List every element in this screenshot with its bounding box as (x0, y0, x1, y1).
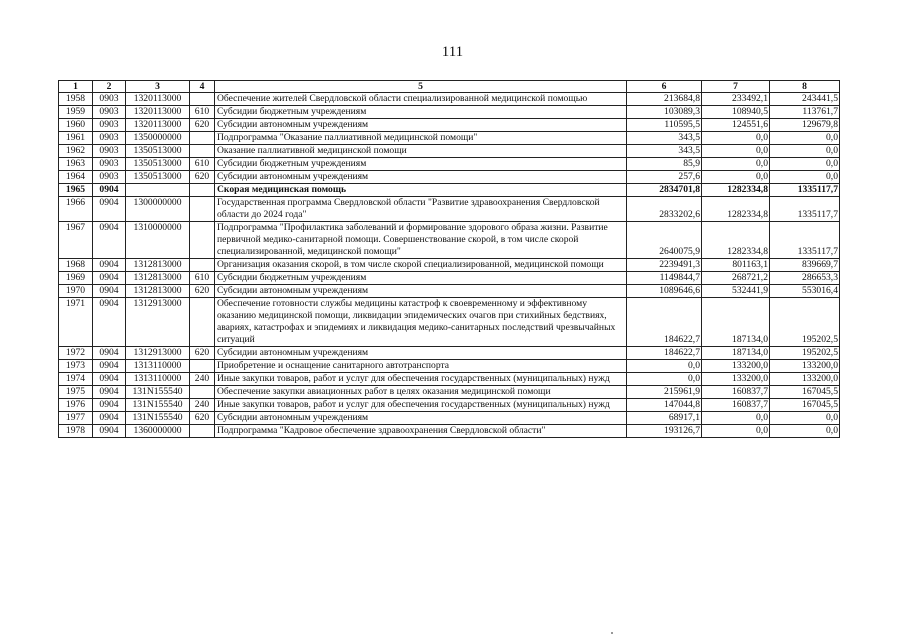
target-article-cell: 131N155540 (126, 386, 190, 399)
row-number-cell: 1959 (59, 106, 93, 119)
column-header: 1 (59, 81, 93, 93)
amount-year1-cell: 0,0 (627, 360, 702, 373)
amount-year3-cell: 0,0 (770, 425, 840, 438)
target-article-cell: 1350000000 (126, 132, 190, 145)
section-code-cell: 0903 (93, 158, 126, 171)
scan-speck (611, 632, 613, 634)
item-name-cell: Скорая медицинская помощь (215, 184, 627, 197)
item-name-cell: Обеспечение готовности службы медицины катастроф к своевременному и эффективному оказанию медицинской помощи, ликвидации эпидемических очагов при стихийных бедствиях, авариях, катастрофах и эпидемиях и ликвидация медико-санитарных последствий чрезвычайных ситуаций (215, 298, 627, 347)
table-row (59, 347, 840, 360)
amount-year3-cell: 0,0 (770, 158, 840, 171)
amount-year2-cell: 1282334,8 (702, 197, 770, 222)
table-row (59, 222, 840, 259)
section-code-cell: 0903 (93, 93, 126, 106)
amount-year3-cell: 133200,0 (770, 360, 840, 373)
amount-year2-cell: 124551,6 (702, 119, 770, 132)
item-name-cell: Субсидии бюджетным учреждениям (215, 158, 627, 171)
target-article-cell: 1320113000 (126, 106, 190, 119)
section-code-cell: 0904 (93, 285, 126, 298)
expense-type-cell: 610 (190, 272, 215, 285)
table-row (59, 145, 840, 158)
table-row (59, 360, 840, 373)
amount-year2-cell: 532441,9 (702, 285, 770, 298)
column-header: 6 (627, 81, 702, 93)
amount-year2-cell: 108940,5 (702, 106, 770, 119)
table-row (59, 119, 840, 132)
amount-year1-cell: 110595,5 (627, 119, 702, 132)
item-name-cell: Субсидии автономным учреждениям (215, 171, 627, 184)
table-row (59, 93, 840, 106)
row-number-cell: 1975 (59, 386, 93, 399)
amount-year1-cell: 343,5 (627, 132, 702, 145)
table-row (59, 272, 840, 285)
row-number-cell: 1964 (59, 171, 93, 184)
table-body (59, 93, 840, 438)
expense-type-cell: 620 (190, 119, 215, 132)
amount-year2-cell: 160837,7 (702, 399, 770, 412)
expense-type-cell: 620 (190, 171, 215, 184)
amount-year1-cell: 184622,7 (627, 298, 702, 347)
expense-type-cell (190, 197, 215, 222)
expense-type-cell: 610 (190, 106, 215, 119)
amount-year2-cell: 801163,1 (702, 259, 770, 272)
item-name-cell: Субсидии автономным учреждениям (215, 412, 627, 425)
amount-year3-cell: 1335117,7 (770, 222, 840, 259)
section-code-cell: 0903 (93, 106, 126, 119)
column-header: 7 (702, 81, 770, 93)
target-article-cell: 1312813000 (126, 285, 190, 298)
section-code-cell: 0904 (93, 259, 126, 272)
expense-type-cell (190, 259, 215, 272)
column-header: 2 (93, 81, 126, 93)
amount-year1-cell: 85,9 (627, 158, 702, 171)
section-code-cell: 0903 (93, 132, 126, 145)
amount-year1-cell: 184622,7 (627, 347, 702, 360)
expense-type-cell (190, 132, 215, 145)
target-article-cell: 1312913000 (126, 347, 190, 360)
row-number-cell: 1966 (59, 197, 93, 222)
amount-year3-cell: 133200,0 (770, 373, 840, 386)
amount-year2-cell: 1282334,8 (702, 222, 770, 259)
amount-year2-cell: 187134,0 (702, 347, 770, 360)
amount-year3-cell: 0,0 (770, 412, 840, 425)
table-row (59, 425, 840, 438)
section-code-cell: 0904 (93, 399, 126, 412)
table-row (59, 298, 840, 347)
target-article-cell: 1350513000 (126, 171, 190, 184)
section-code-cell: 0903 (93, 171, 126, 184)
amount-year1-cell: 215961,9 (627, 386, 702, 399)
target-article-cell: 1313110000 (126, 373, 190, 386)
target-article-cell: 1350513000 (126, 145, 190, 158)
amount-year2-cell: 0,0 (702, 145, 770, 158)
row-number-cell: 1965 (59, 184, 93, 197)
amount-year1-cell: 2640075,9 (627, 222, 702, 259)
amount-year1-cell: 213684,8 (627, 93, 702, 106)
amount-year1-cell: 2833202,6 (627, 197, 702, 222)
amount-year3-cell: 553016,4 (770, 285, 840, 298)
amount-year1-cell: 2239491,3 (627, 259, 702, 272)
target-article-cell: 1312813000 (126, 272, 190, 285)
amount-year3-cell: 286653,3 (770, 272, 840, 285)
target-article-cell: 1350513000 (126, 158, 190, 171)
expense-type-cell: 620 (190, 412, 215, 425)
expense-type-cell: 620 (190, 347, 215, 360)
item-name-cell: Подпрограмма "Оказание паллиативной медицинской помощи" (215, 132, 627, 145)
table-row (59, 399, 840, 412)
item-name-cell: Субсидии бюджетным учреждениям (215, 106, 627, 119)
target-article-cell: 1312813000 (126, 259, 190, 272)
row-number-cell: 1978 (59, 425, 93, 438)
section-code-cell: 0904 (93, 360, 126, 373)
amount-year3-cell: 167045,5 (770, 386, 840, 399)
amount-year3-cell: 167045,5 (770, 399, 840, 412)
target-article-cell (126, 184, 190, 197)
expense-type-cell (190, 298, 215, 347)
amount-year2-cell: 0,0 (702, 158, 770, 171)
expense-type-cell (190, 184, 215, 197)
amount-year2-cell: 1282334,8 (702, 184, 770, 197)
expense-type-cell (190, 93, 215, 106)
section-code-cell: 0904 (93, 197, 126, 222)
row-number-cell: 1974 (59, 373, 93, 386)
amount-year3-cell: 243441,5 (770, 93, 840, 106)
amount-year1-cell: 1089646,6 (627, 285, 702, 298)
section-code-cell: 0904 (93, 272, 126, 285)
target-article-cell: 131N155540 (126, 399, 190, 412)
section-code-cell: 0904 (93, 222, 126, 259)
amount-year1-cell: 68917,1 (627, 412, 702, 425)
item-name-cell: Иные закупки товаров, работ и услуг для обеспечения государственных (муниципальных) нужд (215, 399, 627, 412)
item-name-cell: Обеспечение закупки авиационных работ в целях оказания медицинской помощи (215, 386, 627, 399)
amount-year3-cell: 1335117,7 (770, 197, 840, 222)
row-number-cell: 1960 (59, 119, 93, 132)
item-name-cell: Субсидии автономным учреждениям (215, 285, 627, 298)
expense-type-cell (190, 360, 215, 373)
row-number-cell: 1971 (59, 298, 93, 347)
table-row (59, 259, 840, 272)
item-name-cell: Государственная программа Свердловской области "Развитие здравоохранения Свердловской области до 2024 года" (215, 197, 627, 222)
item-name-cell: Подпрограмма "Кадровое обеспечение здравоохранения Свердловской области" (215, 425, 627, 438)
amount-year1-cell: 2834701,8 (627, 184, 702, 197)
amount-year2-cell: 0,0 (702, 132, 770, 145)
target-article-cell: 131N155540 (126, 412, 190, 425)
column-header: 8 (770, 81, 840, 93)
amount-year3-cell: 0,0 (770, 171, 840, 184)
section-code-cell: 0904 (93, 184, 126, 197)
table-row (59, 158, 840, 171)
amount-year2-cell: 0,0 (702, 171, 770, 184)
amount-year1-cell: 257,6 (627, 171, 702, 184)
row-number-cell: 1967 (59, 222, 93, 259)
row-number-cell: 1973 (59, 360, 93, 373)
row-number-cell: 1958 (59, 93, 93, 106)
item-name-cell: Обеспечение жителей Свердловской области специализированной медицинской помощью (215, 93, 627, 106)
amount-year2-cell: 233492,1 (702, 93, 770, 106)
row-number-cell: 1969 (59, 272, 93, 285)
expense-type-cell (190, 386, 215, 399)
item-name-cell: Субсидии автономным учреждениям (215, 347, 627, 360)
expense-type-cell: 240 (190, 373, 215, 386)
table-row (59, 285, 840, 298)
target-article-cell: 1360000000 (126, 425, 190, 438)
section-code-cell: 0903 (93, 119, 126, 132)
expense-type-cell (190, 145, 215, 158)
table-header-row (59, 81, 840, 93)
amount-year2-cell: 187134,0 (702, 298, 770, 347)
amount-year3-cell: 113761,7 (770, 106, 840, 119)
column-header: 5 (215, 81, 627, 93)
section-code-cell: 0904 (93, 425, 126, 438)
amount-year3-cell: 0,0 (770, 145, 840, 158)
amount-year2-cell: 268721,2 (702, 272, 770, 285)
section-code-cell: 0903 (93, 145, 126, 158)
amount-year1-cell: 0,0 (627, 373, 702, 386)
row-number-cell: 1976 (59, 399, 93, 412)
row-number-cell: 1962 (59, 145, 93, 158)
expense-type-cell (190, 222, 215, 259)
target-article-cell: 1312913000 (126, 298, 190, 347)
amount-year1-cell: 147044,8 (627, 399, 702, 412)
section-code-cell: 0904 (93, 373, 126, 386)
item-name-cell: Субсидии автономным учреждениям (215, 119, 627, 132)
table-row (59, 412, 840, 425)
amount-year3-cell: 0,0 (770, 132, 840, 145)
budget-table (58, 80, 840, 438)
target-article-cell: 1320113000 (126, 119, 190, 132)
column-header: 3 (126, 81, 190, 93)
table-row (59, 132, 840, 145)
item-name-cell: Приобретение и оснащение санитарного автотранспорта (215, 360, 627, 373)
row-number-cell: 1963 (59, 158, 93, 171)
section-code-cell: 0904 (93, 412, 126, 425)
expense-type-cell (190, 425, 215, 438)
table-row (59, 197, 840, 222)
target-article-cell: 1310000000 (126, 222, 190, 259)
page-number: 111 (441, 44, 464, 60)
item-name-cell: Иные закупки товаров, работ и услуг для обеспечения государственных (муниципальных) нужд (215, 373, 627, 386)
row-number-cell: 1968 (59, 259, 93, 272)
table-row (59, 106, 840, 119)
amount-year2-cell: 0,0 (702, 412, 770, 425)
amount-year2-cell: 133200,0 (702, 373, 770, 386)
expense-type-cell: 240 (190, 399, 215, 412)
row-number-cell: 1961 (59, 132, 93, 145)
table-row (59, 386, 840, 399)
section-code-cell: 0904 (93, 298, 126, 347)
table-row (59, 373, 840, 386)
amount-year2-cell: 0,0 (702, 425, 770, 438)
amount-year1-cell: 1149844,7 (627, 272, 702, 285)
amount-year1-cell: 103089,3 (627, 106, 702, 119)
amount-year3-cell: 1335117,7 (770, 184, 840, 197)
amount-year3-cell: 129679,8 (770, 119, 840, 132)
item-name-cell: Подпрограмма "Профилактика заболеваний и формирование здорового образа жизни. Развитие первичной медико-санитарной помощи. Совершенствование скорой, в том числе скорой специализированной, медицинской помощи" (215, 222, 627, 259)
table-row (59, 171, 840, 184)
row-number-cell: 1972 (59, 347, 93, 360)
amount-year3-cell: 839669,7 (770, 259, 840, 272)
target-article-cell: 1313110000 (126, 360, 190, 373)
column-header: 4 (190, 81, 215, 93)
item-name-cell: Оказание паллиативной медицинской помощи (215, 145, 627, 158)
amount-year2-cell: 133200,0 (702, 360, 770, 373)
table-row (59, 184, 840, 197)
section-code-cell: 0904 (93, 347, 126, 360)
row-number-cell: 1977 (59, 412, 93, 425)
amount-year2-cell: 160837,7 (702, 386, 770, 399)
section-code-cell: 0904 (93, 386, 126, 399)
item-name-cell: Организация оказания скорой, в том числе скорой специализированной, медицинской помощи (215, 259, 627, 272)
row-number-cell: 1970 (59, 285, 93, 298)
target-article-cell: 1300000000 (126, 197, 190, 222)
amount-year3-cell: 195202,5 (770, 298, 840, 347)
amount-year1-cell: 193126,7 (627, 425, 702, 438)
amount-year1-cell: 343,5 (627, 145, 702, 158)
item-name-cell: Субсидии бюджетным учреждениям (215, 272, 627, 285)
target-article-cell: 1320113000 (126, 93, 190, 106)
expense-type-cell: 620 (190, 285, 215, 298)
amount-year3-cell: 195202,5 (770, 347, 840, 360)
expense-type-cell: 610 (190, 158, 215, 171)
